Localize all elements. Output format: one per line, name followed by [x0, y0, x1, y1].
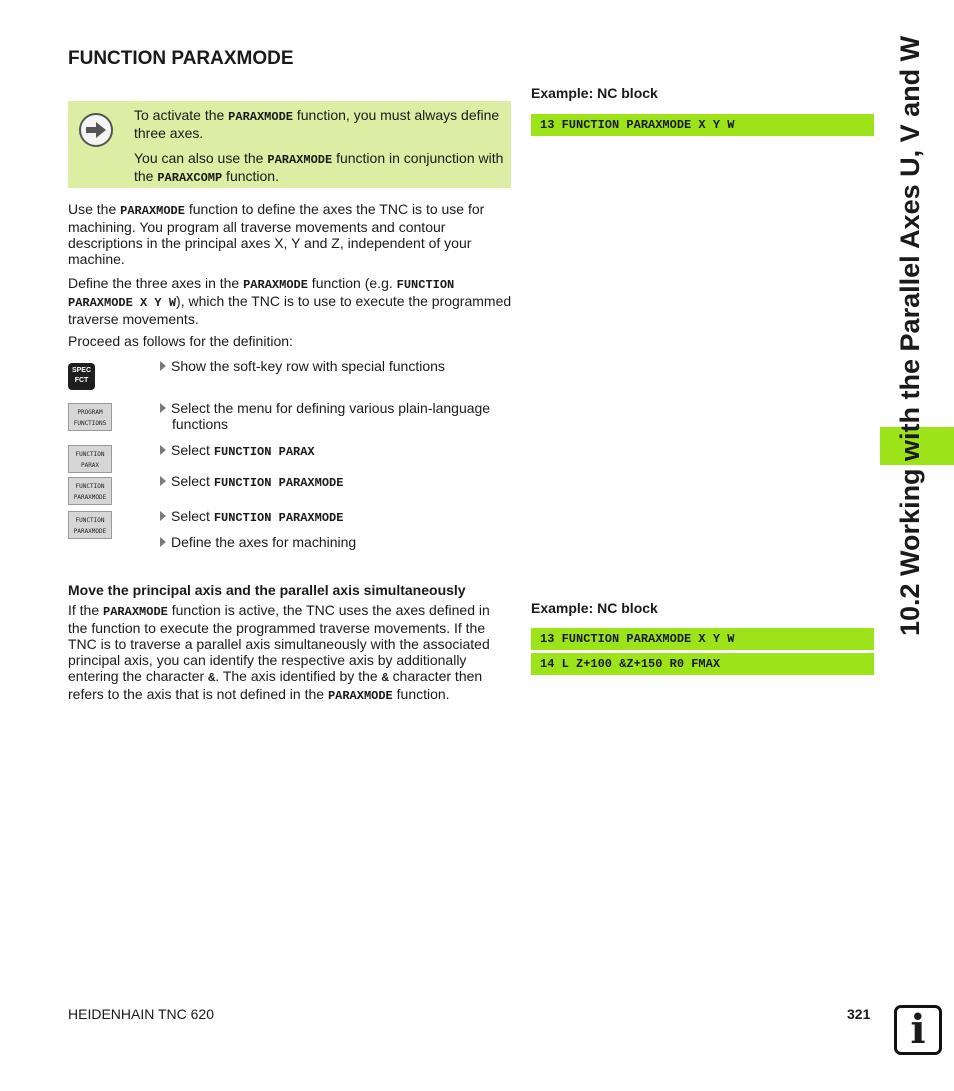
step-arrow-icon: [160, 403, 166, 413]
step-item: Define the axes for machining: [160, 534, 510, 550]
nc-block-line: 13 FUNCTION PARAXMODE X Y W: [531, 628, 874, 650]
note-box: [68, 101, 511, 188]
step-arrow-icon: [160, 476, 166, 486]
step-arrow-icon: [160, 511, 166, 521]
step-arrow-icon: [160, 361, 166, 371]
nc-block-line: 13 FUNCTION PARAXMODE X Y W: [531, 114, 874, 136]
note-paragraph: You can also use the PARAXMODE function in conjunction with the PARAXCOMP function.: [134, 150, 504, 185]
note-text: [134, 107, 508, 195]
footer-product: HEIDENHAIN TNC 620: [68, 1006, 215, 1022]
step-item: Select the menu for defining various plain-language functions: [160, 400, 510, 432]
info-icon: i: [894, 1005, 942, 1055]
step-item: Select FUNCTION PARAX: [160, 442, 510, 460]
function-paraxmode-softkey[interactable]: FUNCTION PARAXMODE: [68, 511, 112, 539]
step-item: Select FUNCTION PARAXMODE: [160, 508, 510, 526]
step-arrow-icon: [160, 537, 166, 547]
note-paragraph: To activate the PARAXMODE function, you must always define three axes.: [134, 107, 500, 141]
arrow-right-icon: [79, 113, 113, 147]
section-heading: FUNCTION PARAXMODE: [68, 48, 294, 69]
side-chapter-title: 10.2 Working with the Parallel Axes U, V and W: [895, 35, 925, 636]
page-number: 321: [847, 1006, 871, 1022]
function-parax-softkey[interactable]: FUNCTION PARAX: [68, 445, 112, 473]
function-paraxmode-softkey[interactable]: FUNCTION PARAXMODE: [68, 477, 112, 505]
example-label: Example: NC block: [531, 600, 658, 616]
spec-fct-key[interactable]: SPEC FCT: [68, 363, 95, 390]
intro-paragraph: Proceed as follows for the definition:: [68, 333, 293, 349]
nc-block-line: 14 L Z+100 &Z+150 R0 FMAX: [531, 653, 874, 675]
program-functions-softkey[interactable]: PROGRAM FUNCTIONS: [68, 403, 112, 431]
intro-paragraph: Use the PARAXMODE function to define the axes the TNC is to use for machining. You program all traverse movements and contour descriptions in the principal axes X, Y and Z, independent of your machine.: [68, 201, 485, 267]
intro-paragraph: Define the three axes in the PARAXMODE function (e.g. FUNCTION PARAXMODE X Y W), which the TNC is to use to execute the programmed traverse movements.: [68, 275, 512, 327]
step-arrow-icon: [160, 445, 166, 455]
sub-paragraph: If the PARAXMODE function is active, the TNC uses the axes defined in the function to execute the programmed traverse movements. If the TNC is to traverse a parallel axis simultaneously with the associated principal axis, you can identify the respective axis by additionally entering the character &. The axis identified by the & character then refers to the axis that is not defined in the PARAXMODE function.: [68, 602, 490, 703]
step-item: Show the soft-key row with special functions: [160, 358, 510, 374]
subheading: Move the principal axis and the parallel axis simultaneously: [68, 582, 466, 598]
example-label: Example: NC block: [531, 85, 658, 101]
step-item: Select FUNCTION PARAXMODE: [160, 473, 510, 491]
